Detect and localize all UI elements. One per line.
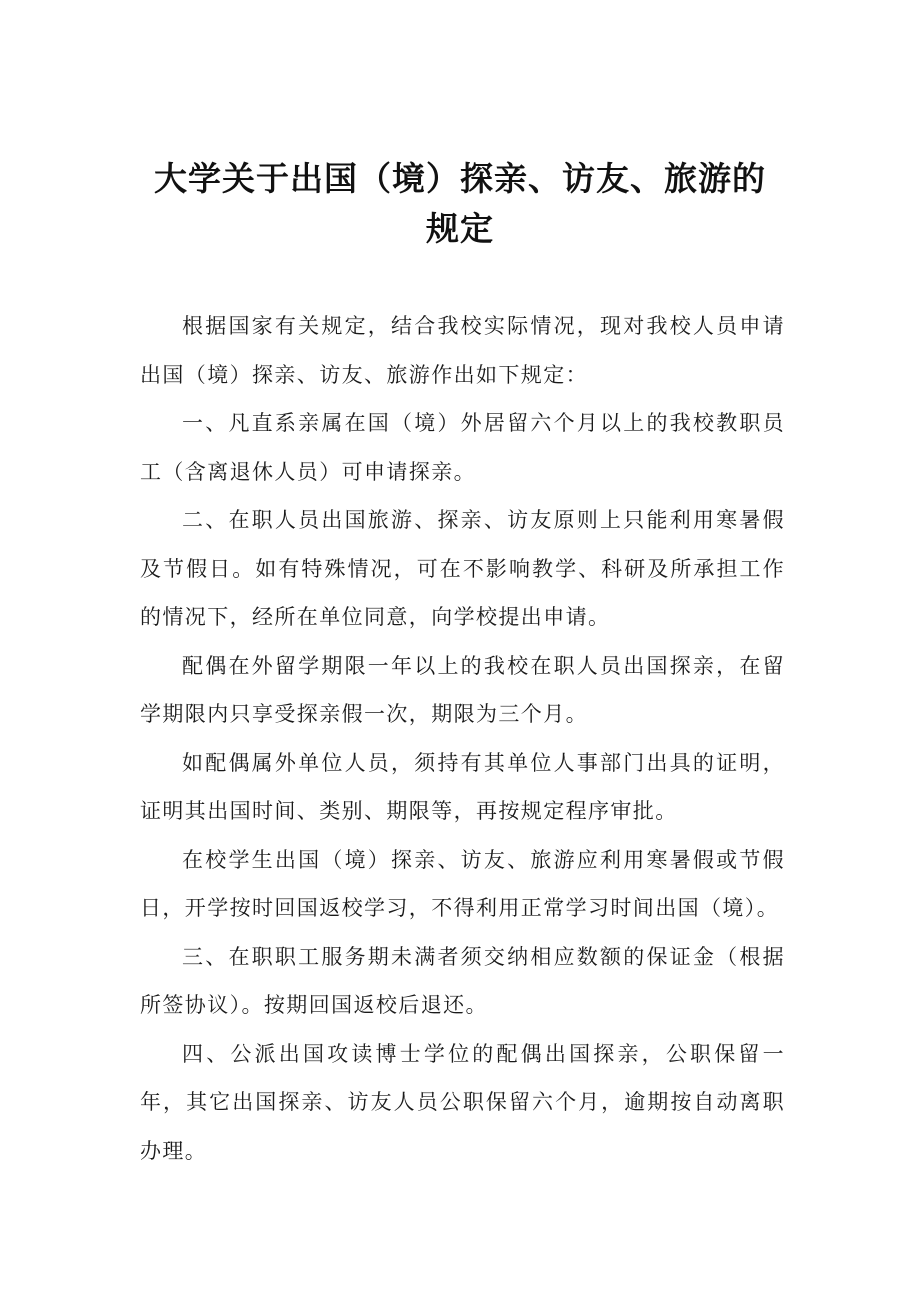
paragraph-intro: 根据国家有关规定，结合我校实际情况，现对我校人员申请出国（境）探亲、访友、旅游作出如下规定： <box>140 314 785 387</box>
document-body <box>140 302 785 1175</box>
title-line-1: 大学关于出国（境）探亲、访友、旅游的 <box>154 159 766 198</box>
paragraph-article-4: 四、公派出国攻读博士学位的配偶出国探亲，公职保留一年，其它出国探亲、访友人员公职保留六个月，逾期按自动离职办理。 <box>140 1041 785 1163</box>
paragraph-article-1: 一、凡直系亲属在国（境）外居留六个月以上的我校教职员工（含离退休人员）可申请探亲。 <box>140 411 785 484</box>
paragraph-article-3: 三、在职职工服务期未满者须交纳相应数额的保证金（根据所签协议）。按期回国返校后退还。 <box>140 944 785 1017</box>
document-title <box>140 154 780 254</box>
paragraph-spouse-abroad: 配偶在外留学期限一年以上的我校在职人员出国探亲，在留学期限内只享受探亲假一次，期限为三个月。 <box>140 653 785 726</box>
paragraph-article-2: 二、在职人员出国旅游、探亲、访友原则上只能利用寒暑假及节假日。如有特殊情况，可在不影响教学、科研及所承担工作的情况下，经所在单位同意，向学校提出申请。 <box>140 508 785 629</box>
paragraph-spouse-other-unit: 如配偶属外单位人员，须持有其单位人事部门出具的证明，证明其出国时间、类别、期限等，再按规定程序审批。 <box>140 750 785 823</box>
title-line-2: 规定 <box>426 209 494 248</box>
paragraph-students: 在校学生出国（境）探亲、访友、旅游应利用寒暑假或节假日，开学按时回国返校学习，不得利用正常学习时间出国（境）。 <box>140 847 785 920</box>
